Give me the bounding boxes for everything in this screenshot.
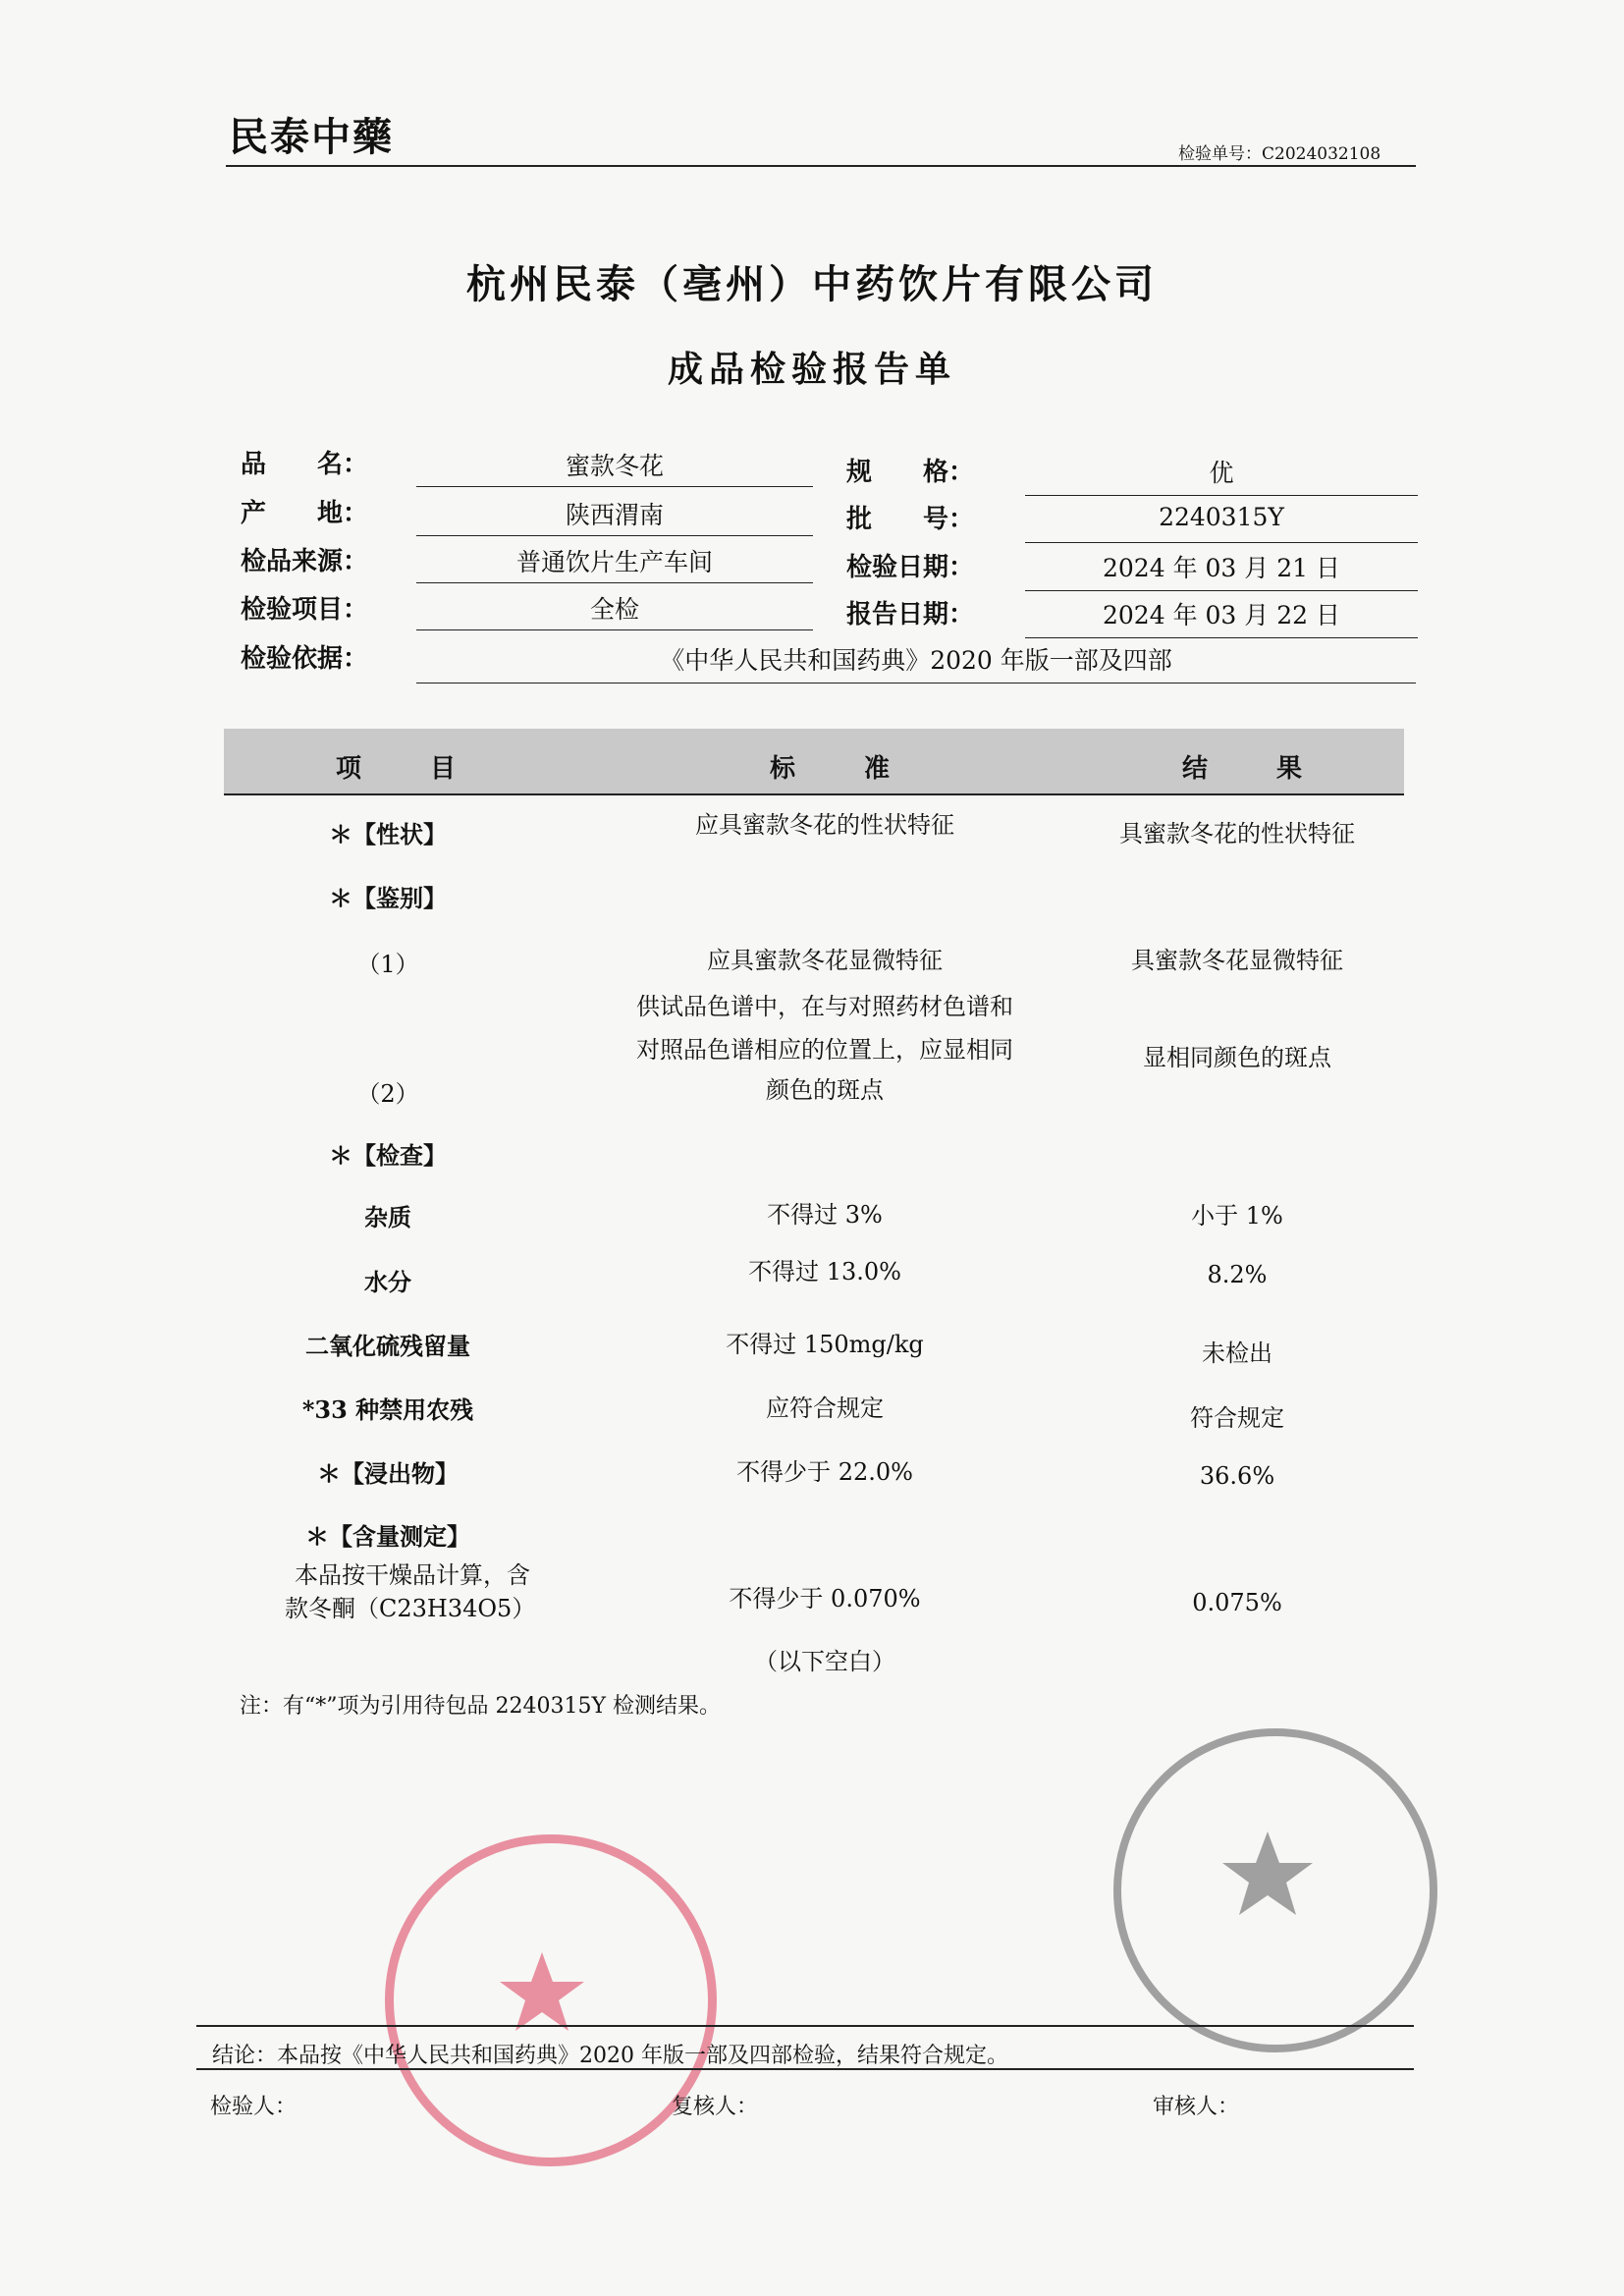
- row-pesticide-result: 符合规定: [1190, 1404, 1284, 1432]
- company-name: 杭州民泰（亳州）中药饮片有限公司: [466, 261, 1158, 307]
- row-so2-result: 未检出: [1202, 1339, 1272, 1367]
- row-ident2-standard-line2: 对照品色谱相应的位置上，应显相同: [636, 1036, 1013, 1064]
- row-trait-result: 具蜜款冬花的性状特征: [1119, 820, 1355, 847]
- row-trait-standard: 应具蜜款冬花的性状特征: [695, 811, 954, 839]
- red-company-seal: [385, 1834, 717, 2166]
- row-impurity-standard: 不得过 3%: [767, 1201, 883, 1229]
- spec-label: 规 格：: [846, 458, 975, 487]
- report-title: 成品检验报告单: [667, 349, 956, 390]
- company-logo: 民泰中藥: [229, 114, 394, 160]
- row-assay-label: ＊【含量测定】: [305, 1522, 470, 1551]
- row-assay-standard: 不得少于 0.070%: [729, 1585, 921, 1613]
- header-result: 结 果: [1182, 754, 1325, 784]
- row-moisture-label: 水分: [364, 1268, 411, 1296]
- basis-value: 《中华人民共和国药典》2020 年版一部及四部: [416, 641, 1416, 683]
- row-assay-result: 0.075%: [1192, 1589, 1282, 1616]
- row-identification-label: ＊【鉴别】: [329, 884, 447, 912]
- blank-below-note: （以下空白）: [754, 1648, 895, 1675]
- batch-value: 2240315Y: [1025, 503, 1418, 543]
- source-value: 普通饮片生产车间: [416, 543, 813, 583]
- reviewer-label: 复核人：: [672, 2095, 759, 2119]
- row-ident2-label: （2）: [356, 1080, 419, 1108]
- header-item: 项 目: [336, 754, 478, 784]
- footnote: 注：有“*”项为引用待包品 2240315Y 检测结果。: [240, 1694, 721, 1719]
- name-label: 品 名：: [241, 450, 369, 479]
- grey-inspection-seal: [1113, 1728, 1437, 2052]
- row-impurity-result: 小于 1%: [1191, 1202, 1283, 1230]
- row-extract-result: 36.6%: [1199, 1462, 1275, 1490]
- row-so2-standard: 不得过 150mg/kg: [726, 1331, 924, 1358]
- conclusion: 结论：本品按《中华人民共和国药典》2020 年版一部及四部检验，结果符合规定。: [212, 2044, 1008, 2068]
- row-check-label: ＊【检查】: [329, 1141, 447, 1170]
- test-date-label: 检验日期：: [846, 553, 975, 582]
- item-value: 全检: [416, 590, 813, 630]
- row-pesticide-standard: 应符合规定: [766, 1394, 884, 1422]
- conclusion-bottom-line: [196, 2068, 1414, 2070]
- batch-label: 批 号：: [846, 505, 975, 534]
- row-ident1-result: 具蜜款冬花显微特征: [1131, 947, 1343, 974]
- row-so2-label: 二氧化硫残留量: [305, 1332, 470, 1360]
- document-number: 检验单号：C2024032108: [1178, 144, 1381, 164]
- header-divider: [226, 165, 1416, 167]
- row-impurity-label: 杂质: [364, 1203, 411, 1231]
- row-ident1-standard: 应具蜜款冬花显微特征: [707, 947, 943, 974]
- row-ident1-label: （1）: [356, 951, 419, 978]
- row-trait-label: ＊【性状】: [329, 820, 447, 848]
- row-ident2-standard-line3: 颜色的斑点: [766, 1076, 884, 1104]
- row-assay-desc-line1: 本品按干燥品计算，含: [295, 1561, 530, 1589]
- test-date-value: 2024 年 03 月 21 日: [1025, 549, 1418, 591]
- report-date-value: 2024 年 03 月 22 日: [1025, 596, 1418, 638]
- row-extract-standard: 不得少于 22.0%: [736, 1458, 913, 1486]
- origin-label: 产 地：: [241, 499, 369, 528]
- approver-label: 审核人：: [1153, 2095, 1240, 2119]
- row-assay-desc-line2: 款冬酮（C23H34O5）: [285, 1595, 536, 1622]
- spec-value: 优: [1025, 454, 1418, 496]
- row-pesticide-label: *33 种禁用农残: [301, 1395, 474, 1424]
- row-moisture-standard: 不得过 13.0%: [748, 1258, 901, 1285]
- origin-value: 陕西渭南: [416, 496, 813, 536]
- row-ident2-result: 显相同颜色的斑点: [1143, 1044, 1331, 1071]
- inspector-label: 检验人：: [210, 2095, 298, 2119]
- item-label: 检验项目：: [241, 595, 369, 625]
- basis-label: 检验依据：: [241, 644, 369, 674]
- product-name: 蜜款冬花: [416, 447, 813, 487]
- header-standard: 标 准: [770, 754, 912, 784]
- report-date-label: 报告日期：: [846, 600, 975, 629]
- source-label: 检品来源：: [241, 547, 369, 576]
- row-moisture-result: 8.2%: [1207, 1261, 1268, 1288]
- row-ident2-standard-line1: 供试品色谱中，在与对照药材色谱和: [636, 993, 1013, 1020]
- row-extract-label: ＊【浸出物】: [317, 1459, 459, 1488]
- conclusion-top-line: [196, 2025, 1414, 2027]
